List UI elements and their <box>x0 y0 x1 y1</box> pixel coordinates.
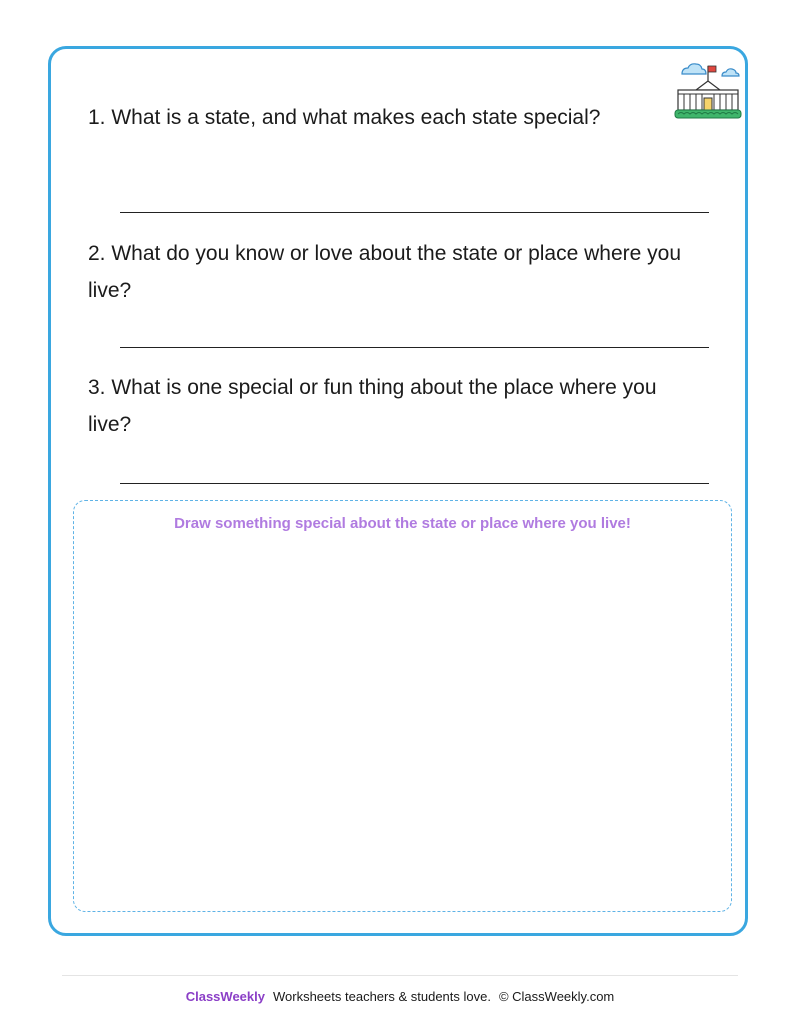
footer <box>0 989 800 1004</box>
drawing-prompt: Draw something special about the state or place where you live! <box>174 515 631 532</box>
footer-tagline: Worksheets teachers & students love. <box>272 989 491 1004</box>
footer-divider <box>62 975 738 976</box>
footer-copyright: © ClassWeekly.com <box>498 989 615 1004</box>
question-2: 2. What do you know or love about the state or place where you live? <box>88 242 682 302</box>
drawing-area[interactable] <box>73 500 732 912</box>
answer-line-3[interactable] <box>120 483 709 484</box>
answer-line-1[interactable] <box>120 212 709 213</box>
question-3: 3. What is one special or fun thing about the place where you live? <box>88 376 657 436</box>
footer-brand: ClassWeekly <box>185 989 265 1004</box>
question-1: 1. What is a state, and what makes each state special? <box>88 106 601 129</box>
answer-line-2[interactable] <box>120 347 709 348</box>
